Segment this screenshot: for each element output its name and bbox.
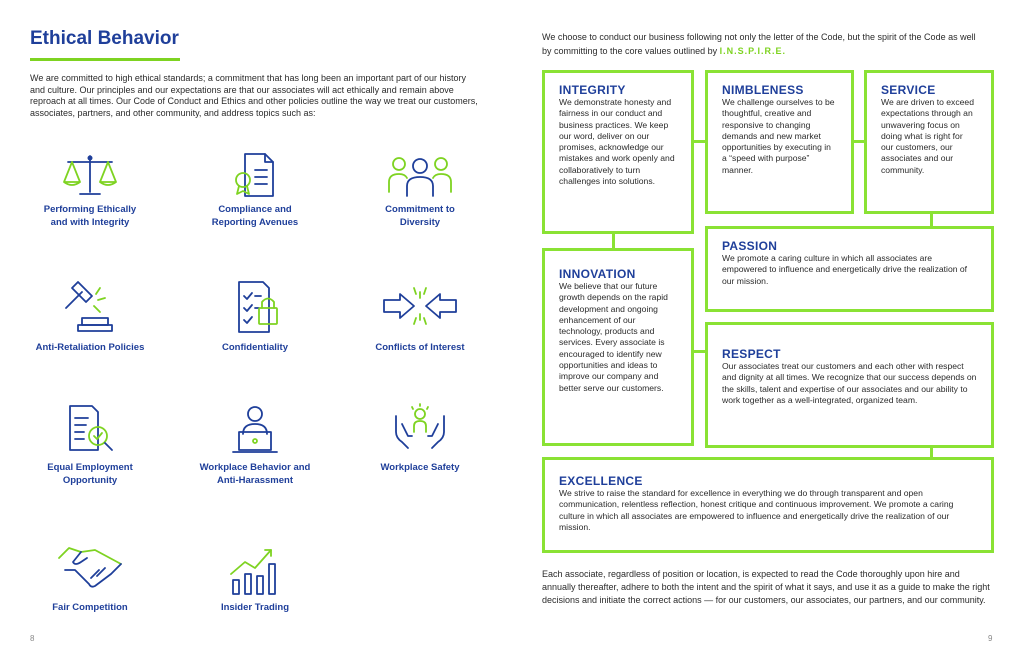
handshake-icon <box>55 540 125 596</box>
topic-fair-competition <box>20 540 160 615</box>
values-intro <box>542 30 982 58</box>
bar-chart-arrow-icon <box>225 540 285 596</box>
scales-icon <box>60 152 120 198</box>
value-box-passion <box>705 226 994 312</box>
gavel-icon <box>60 278 120 336</box>
value-title: INNOVATION <box>559 267 636 281</box>
hands-person-icon <box>390 402 450 456</box>
intro-paragraph: We are committed to high ethical standards; a commitment that has long been an important part of our history and culture. Our principles and our expectations are that our associates will act ethically and remain above reproach at all times. Our Code of Conduct and Ethics and other policies outline the way we treat our customers, associates, partners, and other community, and address topics such as: <box>30 73 478 118</box>
value-body: We promote a caring culture in which all associates are empowered to influence and energetically drive the realization of our mission. <box>722 253 968 286</box>
connector <box>692 140 706 143</box>
topic-equal-employment <box>20 402 160 487</box>
topic-compliance <box>185 152 325 229</box>
value-box-service <box>864 70 994 214</box>
value-body: Our associates treat our customers and each other with respect and dignity at all times. We recognize that our success depends on the skills, talent and expertise of our associates and our ability to work together as a well-integrated, organized team. <box>722 361 977 405</box>
topic-anti-retaliation <box>20 278 160 355</box>
value-box-integrity <box>542 70 694 234</box>
topic-label: Insider Trading <box>220 602 290 613</box>
topic-insider-trading <box>185 540 325 615</box>
checklist-lock-icon <box>225 278 285 336</box>
value-box-respect <box>705 322 994 448</box>
topic-label: Fair Competition <box>52 602 128 613</box>
topic-label: Compliance and Reporting Avenues <box>211 204 299 228</box>
value-title: SERVICE <box>881 83 936 97</box>
value-box-excellence <box>542 457 994 553</box>
page-title: Ethical Behavior <box>30 28 179 49</box>
page-number-right: 9 <box>988 634 993 643</box>
value-title: NIMBLENESS <box>722 83 804 97</box>
topic-label: Workplace Safety <box>380 462 460 473</box>
topic-label: Anti-Retaliation Policies <box>35 342 145 353</box>
topic-workplace-behavior <box>185 402 325 487</box>
value-body: We strive to raise the standard for excellence in everything we do through transparent and open communication, relentless reflection, honest critique and continuous improvement. We promote a caring culture in which all associates are empowered to influence and energetically drive the realization of our mission. <box>559 488 954 532</box>
topic-workplace-safety <box>350 402 490 475</box>
value-title: INTEGRITY <box>559 83 626 97</box>
topic-conflicts <box>350 278 490 355</box>
document-magnifier-icon <box>60 402 120 456</box>
value-title: PASSION <box>722 239 778 253</box>
person-laptop-icon <box>225 402 285 456</box>
title-underline <box>30 58 180 61</box>
values-intro-text: We choose to conduct our business following not only the letter of the Code, but the spirit of the Code as well by committing to the core values outlined by <box>542 32 976 56</box>
value-box-nimbleness <box>705 70 854 214</box>
topic-label: Performing Ethically and with Integrity <box>43 204 137 228</box>
topic-diversity <box>350 152 490 229</box>
topic-performing-ethically <box>20 152 160 229</box>
value-body: We demonstrate honesty and fairness in our conduct and business practices. We keep our word, deliver on our promises, acknowledge our mistakes and work openly and collaboratively to turn challenges into solutions. <box>559 97 675 187</box>
topic-label: Conflicts of Interest <box>375 342 465 353</box>
connector <box>692 350 706 353</box>
value-title: EXCELLENCE <box>559 474 643 488</box>
topic-confidentiality <box>185 278 325 355</box>
value-body: We are driven to exceed expectations through an unwavering focus on doing what is right for our customers, our associates and our community. <box>881 97 974 175</box>
topic-label: Confidentiality <box>222 342 288 353</box>
opposing-arrows-icon <box>380 278 460 336</box>
value-title: RESPECT <box>722 347 781 361</box>
topic-label: Equal Employment Opportunity <box>47 462 133 486</box>
document-seal-icon <box>225 152 285 198</box>
topic-label: Workplace Behavior and Anti-Harassment <box>199 462 311 486</box>
inspire-acronym: I.N.S.P.I.R.E. <box>719 46 786 56</box>
value-body: We challenge ourselves to be thoughtful, creative and responsive to changing demands and new market opportunities by executing in a “speed with purpose” manner. <box>722 97 835 175</box>
value-body: We believe that our future growth depends on the rapid development and ongoing enhancement of our technology, products and services. Every associate is encouraged to identify new opportunities and ideas to improve our company and better serve our customers. <box>559 281 668 393</box>
people-group-icon <box>385 152 455 198</box>
value-box-innovation <box>542 248 694 446</box>
closing-paragraph: Each associate, regardless of position or location, is expected to read the Code thoroughly upon hire and annually thereafter, adhere to both the intent and the spirit of what it says, and use it as a guide to make the right decisions and initiate the correct actions — for our customers, our associates, our partners, and our community. <box>542 569 990 605</box>
page-number-left: 8 <box>30 634 35 643</box>
topic-label: Commitment to Diversity <box>385 204 455 228</box>
connector <box>612 232 615 249</box>
